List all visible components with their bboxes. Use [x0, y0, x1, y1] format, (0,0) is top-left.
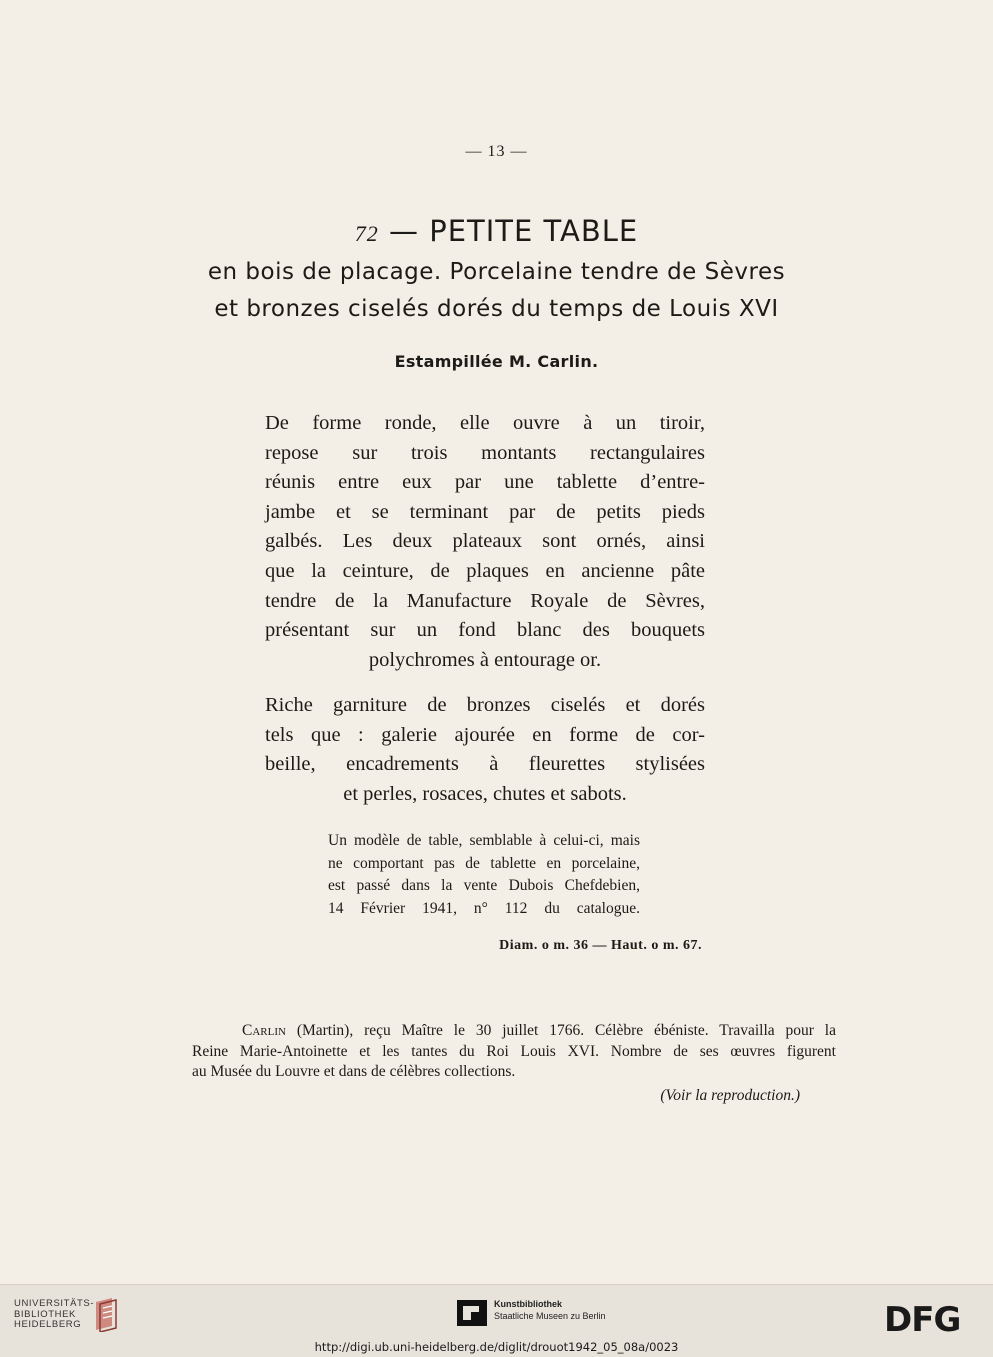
- text-line: galbés. Les deux plateaux sont ornés, ainsi: [265, 530, 705, 553]
- text-line: et perles, rosaces, chutes et sabots.: [343, 782, 627, 805]
- title-text: PETITE TABLE: [429, 214, 639, 248]
- bio-line-2: Reine Marie-Antoinette et les tantes du Roi Louis XVI. Nombre de ses œuvres figurent: [192, 1042, 836, 1060]
- text-line: que la ceinture, de plaques en ancienne pâte: [265, 559, 705, 582]
- stamp-line: [0, 352, 993, 371]
- text-line: beille, encadrements à fleurettes stylisées: [265, 753, 705, 776]
- stamp-prefix: Estampillée M.: [394, 352, 532, 371]
- university-library-name: [14, 1299, 94, 1331]
- bio-line-1-text: (Martin), reçu Maître le 30 juillet 1766. Célèbre ébéniste. Travailla pour la: [285, 1022, 836, 1039]
- text-line: polychromes à entourage or.: [368, 648, 602, 671]
- maker-biography: [192, 1021, 836, 1083]
- comparison-note: [328, 830, 640, 920]
- uni-line: BIBLIOTHEK: [14, 1308, 76, 1320]
- university-logo-icon: [90, 1296, 120, 1332]
- stamp-name: Carlin.: [537, 352, 599, 371]
- text-line: repose sur trois montants rectangulaires: [265, 441, 705, 464]
- museen-name: Staatliche Museen zu Berlin: [494, 1311, 606, 1321]
- dimensions: Diam. o m. 36 — Haut. o m. 67.: [499, 938, 702, 953]
- lot-number: 72: [354, 221, 379, 246]
- text-line: réunis entre eux par une tablette d’entre-: [265, 471, 705, 494]
- bio-name: Carlin: [242, 1022, 286, 1039]
- kunstbibliothek-logo-icon: [455, 1298, 489, 1328]
- text-line: tendre de la Manufacture Royale de Sèvres,: [265, 589, 705, 612]
- source-url[interactable]: http://digi.ub.uni-heidelberg.de/diglit/drouot1942_05_08a/0023: [314, 1340, 679, 1354]
- dfg-logo: DFG: [884, 1300, 961, 1340]
- description-paragraph-1: [265, 409, 705, 675]
- description-paragraph-2: [265, 691, 705, 809]
- kunstbibliothek-name: Kunstbibliothek: [494, 1299, 562, 1309]
- uni-line: UNIVERSITÄTS-: [14, 1298, 95, 1309]
- lot-title: [0, 211, 993, 254]
- note-line: 14 Février 1941, n° 112 du catalogue.: [328, 899, 640, 917]
- text-line: présentant sur un fond blanc des bouquets: [265, 619, 705, 642]
- page-number: — 13 —: [465, 143, 528, 160]
- note-line: est passé dans la vente Dubois Chefdebien,: [328, 877, 640, 894]
- subtitle-line-2: et bronzes ciselés dorés du temps de Louis XVI: [214, 296, 779, 322]
- text-line: tels que : galerie ajourée en forme de cor-: [265, 723, 705, 746]
- kunstbibliothek-label: [494, 1298, 606, 1322]
- note-line: ne comportant pas de tablette en porcelaine,: [328, 854, 640, 872]
- bio-line-1: [192, 1021, 836, 1042]
- bio-line-3: au Musée du Louvre et dans de célèbres collections.: [192, 1063, 516, 1080]
- title-dash: —: [388, 214, 419, 248]
- note-line: Un modèle de table, semblable à celui-ci, mais: [328, 832, 640, 849]
- uni-line: HEIDELBERG: [14, 1319, 82, 1330]
- text-line: Riche garniture de bronzes ciselés et dorés: [265, 694, 705, 716]
- text-line: jambe et se terminant par de petits pieds: [265, 500, 705, 523]
- text-line: De forme ronde, elle ouvre à un tiroir,: [265, 412, 705, 434]
- see-reproduction: (Voir la reproduction.): [660, 1087, 800, 1104]
- subtitle-line-1: en bois de placage. Porcelaine tendre de Sèvres: [207, 259, 786, 285]
